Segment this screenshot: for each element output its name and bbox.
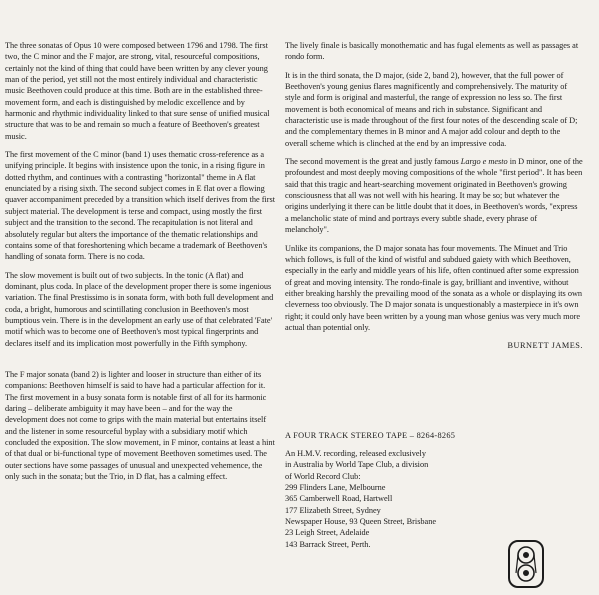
second-movement-paragraph [285, 156, 583, 235]
f-major-sonata-paragraph: The F major sonata (band 2) is lighter and looser in structure than either of its companions: Beethoven himself is said to have had a particular affection for it. The first movement in a busy sonata form is notable first of all for its harmonic daring – deliberate ambiguity it may have been – and for the way the development does not come to grips with the main material but entertains itself and the listener in some resourceful byplay with a subsidiary motif which concluded the exposition. The slow movement, in F minor, contains at least a hint of that dual or bi-functional type of movement Beethoven sometimes used. The outer sections have some passages of unusual and unexpected vehemence, the only such in the sonata; but the Trio, in D flat, has a calming effect. [5, 369, 275, 482]
second-movement-text-end: in D minor, one of the profoundest and most deeply moving compositions of the whole "first period". It has been said that this tragic and heart-searching movement originated in Beethoven's growing consciousness that all was not well with his hearing. It may be so; but whatever the origins underlying it there can be little doubt that it does, in Beethoven's words, "express a melancholic state of mind and portrays every subtle shade, every phrase of melancholy". [285, 157, 583, 235]
finale-paragraph: The lively finale is basically monothematic and has fugal elements as well as passages at rondo form. [285, 41, 579, 62]
tape-title: A FOUR TRACK STEREO TAPE – 8264-8265 [285, 430, 456, 440]
info-line: 177 Elizabeth Street, Sydney [285, 505, 381, 515]
info-line: in Australia by World Tape Club, a division [285, 460, 429, 470]
author-signature: BURNETT JAMES. [507, 341, 583, 351]
info-line: of World Record Club: [285, 471, 361, 481]
largo-title: Largo e mesto [460, 157, 508, 167]
intro-paragraph: The three sonatas of Opus 10 were composed between 1796 and 1798. The first two, the C minor and the F major, are strong, vital, resourceful compositions, certainly not the kind of thing that could have been written by any clever young man of the period, yet still not the most entirely individual and characteristic music Beethoven could produce at this time. Both are in the established three-movement form, and each is distinguished by melodic excellence and by harmonic and rhythmic individuality linked to that sure sense of unified musical structure that was to be and remain so much a feature of Beethoven's greatest music. [5, 41, 270, 141]
right-column [285, 40, 583, 557]
info-line: Newspaper House, 93 Queen Street, Brisbane [285, 517, 436, 526]
d-major-sonata-paragraph: It is in the third sonata, the D major, (side 2, band 2), however, that the full power of Beethoven's young genius flares magnificently and comprehensively. The maturity of style and form is original and masterful, the range of expression no less so. The first movement is both economical of means and rich in substance. Significant and characteristic use is made throughout of the first four notes of the descending scale of D; and the complementary themes in B minor and A major add colour and depth to the overall scheme which is clinched at the end by an impressive coda. [285, 70, 578, 148]
info-line: 365 Camberwell Road, Hartwell [285, 494, 393, 504]
c-minor-slow-movement-paragraph: The slow movement is built out of two subjects. In the tonic (A flat) and dominant, plus coda. In place of the development proper there is some ingenious variation. The final Prestissimo is in sonata form, with both full development and coda, a bright, humorous and scintillating conclusion in Beethoven's most bumptious vein. There is in the development an early use of that celebrated 'Fate' motif which was to become one of Beethoven's most typical fingerprints and declares itself and its implication most powerfully in the Fifth symphony. [5, 270, 274, 348]
d-major-four-movements-paragraph: Unlike its companions, the D major sonata has four movements. The Minuet and Trio which follows, is full of the kind of wistful and subdued gaiety with which Beethoven, especially in the early and middle years of his life, often continued after some expression of great and moving intensity. The rondo-finale is gay, brilliant and inventive, without either breaking harshly the prevailing mood of the sonata as a whole or displaying its own cleverness too obviously. The D major sonata is unquestionably a masterpiece in it's own right; it could only have been written by a young man whose genius was very much more actual than potential only. [285, 243, 583, 332]
info-line: 143 Barrack Street, Perth. [285, 539, 371, 549]
info-line: An H.M.V. recording, released exclusively [285, 448, 426, 458]
info-line: 23 Leigh Street, Adelaide [285, 528, 370, 538]
info-line: 299 Flinders Lane, Melbourne [285, 482, 386, 492]
stereo-tape-reel-logo-icon [508, 540, 544, 588]
second-movement-text-start: The second movement is the great and justly famous [285, 157, 461, 167]
c-minor-first-movement-paragraph: The first movement of the C minor (band 1) uses thematic cross-reference as a unifying principle. It begins with insistence upon the tonic, in a rising figure in dotted rhythm, and continues with a contrasting "horizontal" theme in A flat enunciated by a rising sixth. The second subject comes in E flat over a flowing quaver accompaniment preceded by a transition which itself derives from the first subject material. The development is terse and compact, using mostly the first subject and the transition to the second. The recapitulation is not literal and absolutely regular but alters the importance of the thematic relationships and contains some of that foreshortening which became a trademark of Beethoven's handling of sonata form. There is no coda. [5, 150, 276, 262]
left-column [5, 40, 275, 489]
distribution-info [285, 448, 583, 550]
